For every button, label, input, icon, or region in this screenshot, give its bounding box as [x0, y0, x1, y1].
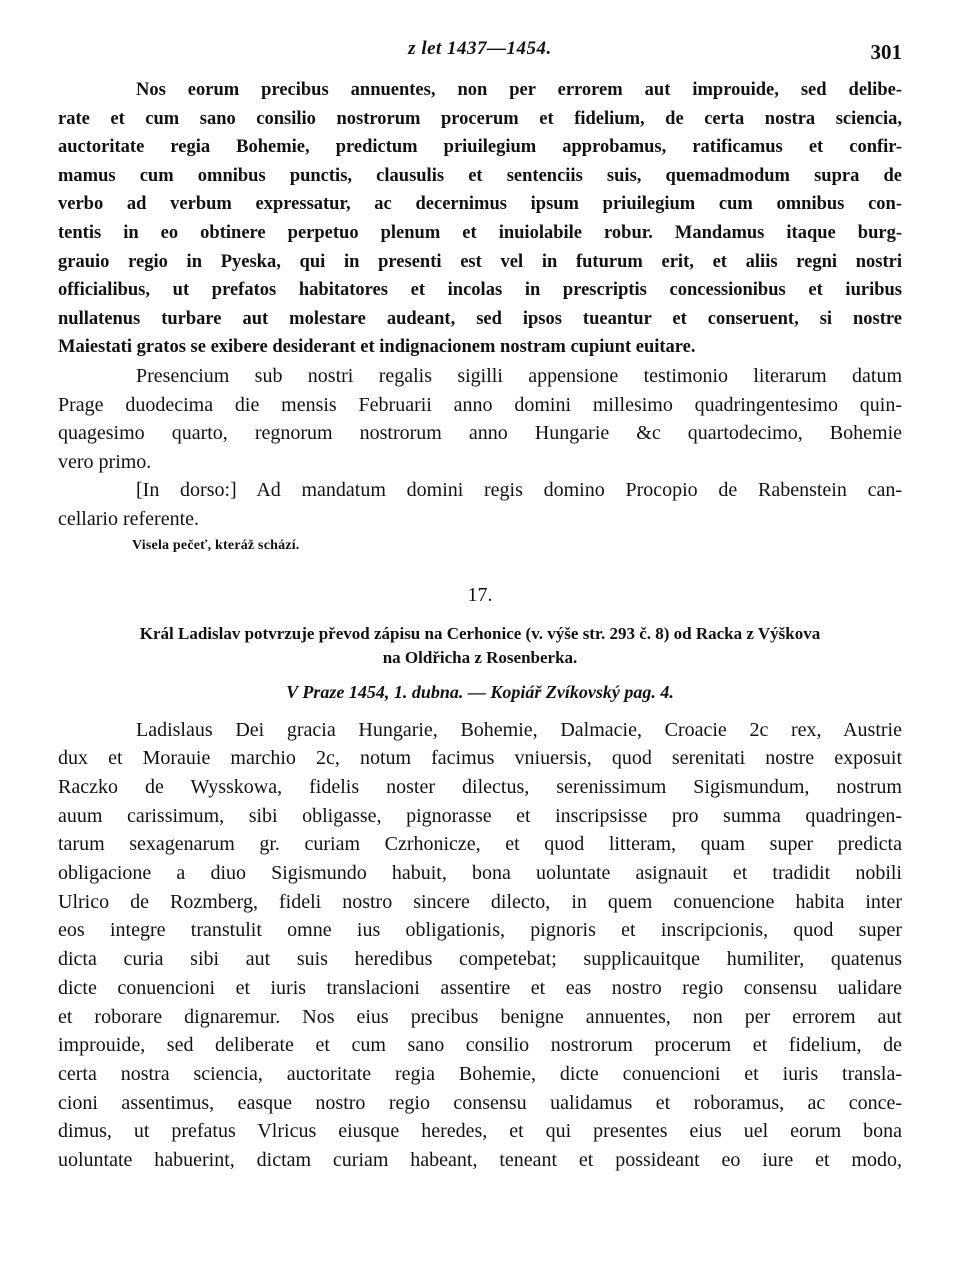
book-page — [58, 36, 902, 1175]
charter-text — [58, 716, 902, 1175]
document-number: 17. — [467, 583, 493, 606]
document-dateline: V Praze 1454, 1. dubna. — Kopiář Zvíkovský pag. 4. — [286, 681, 674, 702]
text-line: grauio regio in Pyeska, qui in presenti est vel in futurum erit, et aliis regni nostri — [58, 251, 902, 272]
text-line: verbo ad verbum expressatur, ac decernimus ipsum priuilegium cum omnibus con- — [58, 194, 902, 215]
text-line: Presencium sub nostri regalis sigilli appensione testimonio literarum datum — [136, 364, 902, 387]
running-title: z let 1437—1454. — [408, 38, 552, 59]
text-line: cellario referente. — [58, 507, 200, 530]
dorso-note — [58, 476, 902, 533]
regest-line: na Oldřicha z Rosenberka. — [382, 647, 578, 667]
text-line: officialibus, ut prefatos habitatores et incolas in prescriptis concessionibus et iuribus — [58, 280, 902, 301]
regest-line: Král Ladislav potvrzuje převod zápisu na Cerhonice (v. výše str. 293 č. 8) od Racka z Výškova — [139, 623, 821, 643]
text-line: quagesimo quarto, regnorum nostrorum anno Hungarie &c quartodecimo, Bohemie — [58, 422, 902, 445]
text-line: vero primo. — [58, 450, 152, 473]
text-line: certa nostra sciencia, auctoritate regia Bohemie, dicte conuencioni et iuris transla- — [58, 1062, 902, 1085]
text-line: [In dorso:] Ad mandatum domini regis domino Procopio de Rabenstein can- — [136, 479, 902, 502]
text-line: auum carissimum, sibi obligasse, pignorasse et inscripsisse pro summa quadringen- — [58, 804, 902, 827]
text-line: Ladislaus Dei gracia Hungarie, Bohemie, Dalmacie, Croacie 2c rex, Austrie — [136, 718, 902, 741]
text-line: dicte conuencioni et iuris translacioni assentire et eas nostro regio consensu ualidare — [58, 976, 902, 999]
text-line: nullatenus turbare aut molestare audeant, sed ipsos tueantur et conseruent, si nostre — [58, 308, 902, 329]
text-line: rate et cum sano consilio nostrorum procerum et fidelium, de certa nostra sciencia, — [58, 108, 902, 129]
page-number: 301 — [870, 40, 902, 64]
document-regest — [58, 622, 902, 670]
confirmation-paragraph — [58, 76, 902, 362]
text-line: auctoritate regia Bohemie, predictum priuilegium approbamus, ratificamus et confir- — [58, 137, 902, 158]
text-line: et roborare dignaremur. Nos eius precibus benigne annuentes, non per errorem aut — [58, 1005, 902, 1028]
text-line: Raczko de Wysskowa, fidelis noster dilectus, serenissimum Sigismundum, nostrum — [58, 775, 902, 798]
text-line: tentis in eo obtinere perpetuo plenum et inuiolabile robur. Mandamus itaque burg- — [58, 222, 902, 243]
running-head — [58, 36, 902, 76]
text-line: Maiestati gratos se exibere desiderant et indignacionem nostram cupiunt euitare. — [58, 337, 696, 358]
text-line: cioni assentimus, easque nostro regio consensu ualidamus et roboramus, ac conce- — [58, 1091, 902, 1114]
text-line: obligacione a diuo Sigismundo habuit, bona uoluntate asignauit et tradidit nobili — [58, 862, 902, 885]
text-line: dux et Morauie marchio 2c, notum facimus vniuersis, quod serenitati nostre exposuit — [58, 747, 902, 770]
text-line: Prage duodecima die mensis Februarii anno domini millesimo quadringentesimo quin- — [58, 393, 902, 416]
text-line: dicta curia sibi aut suis heredibus competebat; supplicauitque humiliter, quatenus — [58, 948, 902, 971]
text-line: uoluntate habuerint, dictam curiam habeant, teneant et possideant eo iure et modo, — [58, 1149, 902, 1172]
text-line: tarum sexagenarum gr. curiam Czrhonicze, et quod litteram, quam super predicta — [58, 833, 902, 856]
text-line: dimus, ut prefatus Vlricus eiusque heredes, et qui presentes eius uel eorum bona — [58, 1120, 902, 1143]
text-line: eos integre transtulit omne ius obligationis, pignoris et inscripcionis, quod super — [58, 919, 902, 942]
text-line: Ulrico de Rozmberg, fideli nostro sincere dilecto, in quem conuencione habita inter — [58, 890, 902, 913]
text-line: mamus cum omnibus punctis, clausulis et sentenciis suis, quemadmodum supra de — [58, 165, 902, 186]
text-line: Nos eorum precibus annuentes, non per errorem aut improuide, sed delibe- — [136, 80, 902, 100]
dating-paragraph — [58, 362, 902, 476]
seal-note: Visela pečeť, kteráž schází. — [132, 537, 300, 553]
text-line: improuide, sed deliberate et cum sano consilio nostrorum procerum et fidelium, de — [58, 1034, 902, 1057]
